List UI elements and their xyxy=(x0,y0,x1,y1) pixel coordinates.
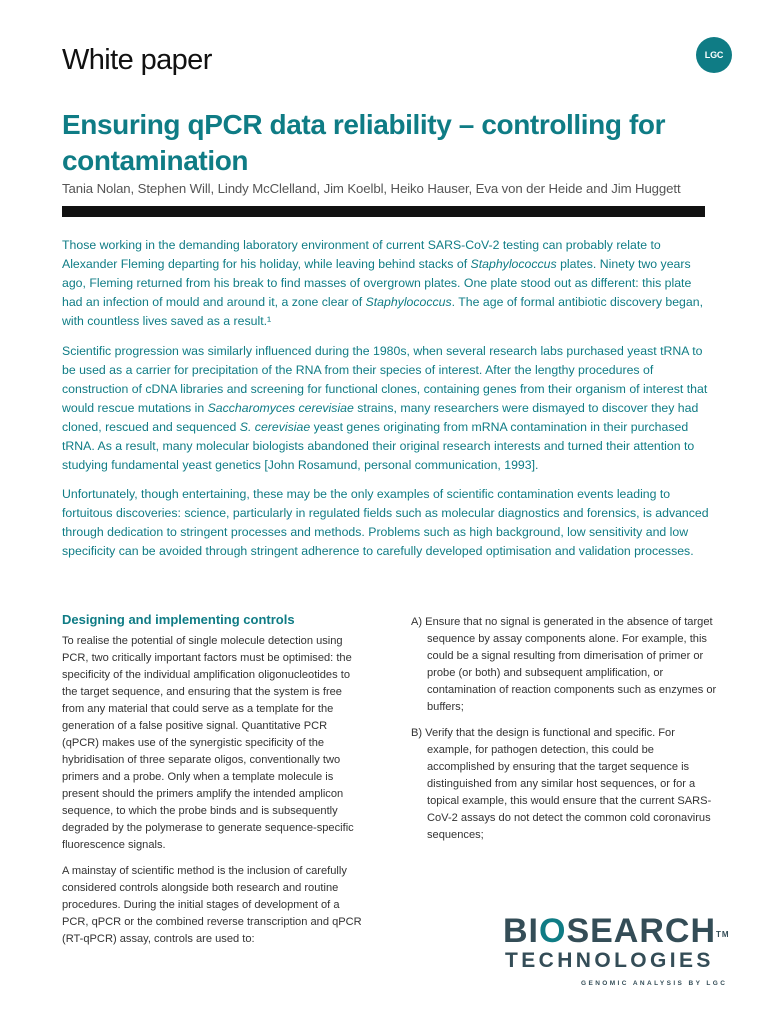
section-heading: Designing and implementing controls xyxy=(62,612,295,627)
lgc-logo: LGC xyxy=(696,37,732,73)
body-paragraph-2: A mainstay of scientific method is the inclusion of carefully considered controls alongside both research and routine procedures. During the initial stages of development of a PCR, qPCR or the combined reverse transcription and qPCR (RT-qPCR) assay, controls are used to: xyxy=(62,865,362,945)
intro-paragraph-1: Those working in the demanding laboratory environment of current SARS-CoV-2 testing can probably relate to Alexander Fleming departing for his holiday, while leaving behind stacks of Staphylococcus plates. Ninety two years ago, Fleming returned from his break to find masses of overgrown plates. One plate stood out as different: this plate had an infection of mould and around it, a zone clear of Staphylococcus. The age of formal antibiotic discovery began, with countless lives saved as a result.¹ xyxy=(62,238,703,328)
header-divider xyxy=(62,206,705,217)
page-title: Ensuring qPCR data reliability – controlling for contamination xyxy=(62,109,666,176)
brand-subtitle: TECHNOLOGIES xyxy=(505,949,714,972)
intro-paragraph-2: Scientific progression was similarly influenced during the 1980s, when several research labs purchased yeast tRNA to be used as a carrier for precipitation of the RNA from their species of interest. After the lengthy procedures of construction of cDNA libraries and screening for functional clones, containing genes from their organism of interest that would rescue mutations in Saccharomyces cerevisiae strains, many researchers were dismayed to discover they had cloned, rescued and sequenced S. cerevisiae yeast genes originating from mRNA contamination in their purchased tRNA. As a result, many molecular biologists abandoned their original research interests and turned their attention to studying fundamental yeast genetics [John Rosamund, personal communication, 1993]. xyxy=(62,344,708,472)
document-type-label: White paper xyxy=(62,44,212,76)
intro-paragraph-3: Unfortunately, though entertaining, these may be the only examples of scientific contamination events leading to fortuitous discoveries: science, particularly in regulated fields such as molecular diagnostics and forensics, is advanced through dedication to stringent processes and methods. Problems such as high background, low sensitivity and low specificity can be avoided through stringent adherence to carefully developed optimisation and validation processes. xyxy=(62,487,709,558)
author-list: Tania Nolan, Stephen Will, Lindy McClelland, Jim Koelbl, Heiko Hauser, Eva von der Heide and Jim Huggett xyxy=(62,181,681,196)
biosearch-logo xyxy=(503,913,743,987)
left-column xyxy=(62,612,367,948)
list-item-b: B) Verify that the design is functional and specific. For example, for pathogen detection, this could be accomplished by ensuring that the target sequence is distinguished from any similar host sequences, or for a topical example, this would ensure that the current SARS-CoV-2 assays do not detect the common cold coronavirus sequences; xyxy=(411,727,712,841)
right-column xyxy=(411,614,721,844)
body-paragraph-1: To realise the potential of single molecule detection using PCR, two critically important factors must be optimised: the specificity of the individual amplification oligonucleotides to the target sequence, and ensuring that the system is free from any material that could serve as a template for the generation of a false positive signal. Quantitative PCR (qPCR) makes use of the synergistic specificity of the hybridisation of three separate oligos, conventionally two primers and a probe. Only when a template molecule is present should the primers amplify the intended amplicon sequence, to which the probe binds and is subsequently degraded by the polymerase to generate sequence-specific fluorescence signals. xyxy=(62,635,354,851)
intro-section xyxy=(62,236,710,571)
brand-tagline: GENOMIC ANALYSIS BY LGC xyxy=(581,980,728,987)
brand-wordmark: BIOSEARCH™ xyxy=(503,912,730,950)
list-item-a: A) Ensure that no signal is generated in the absence of target sequence by assay components alone. For example, this could be a signal resulting from dimerisation of primer or probe (or both) and subsequent amplification, or contamination of reaction components such as enzymes or buffers; xyxy=(411,616,717,713)
